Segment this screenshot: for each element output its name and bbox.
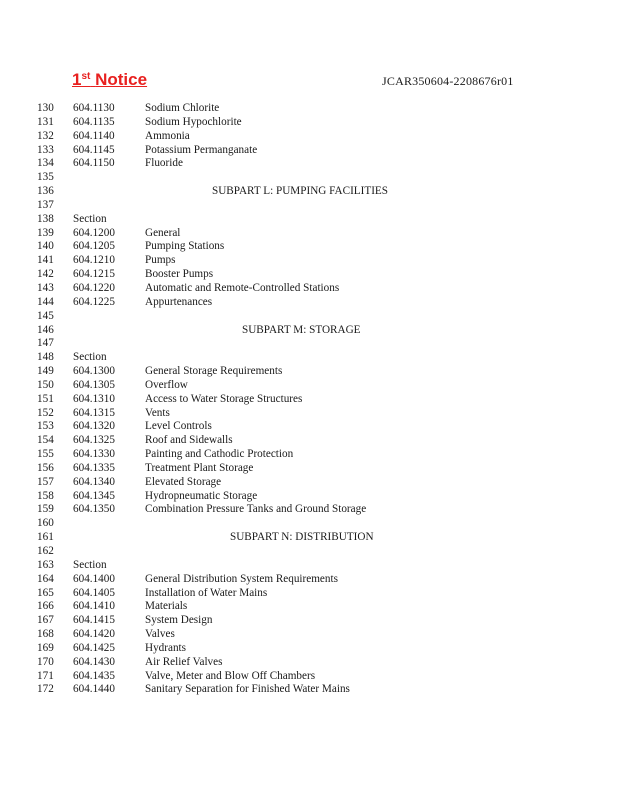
line-number: 133 — [37, 143, 54, 156]
section-number: 604.1340 — [73, 475, 115, 488]
section-title: Combination Pressure Tanks and Ground Storage — [145, 503, 367, 516]
section-number: 604.1405 — [73, 586, 115, 599]
section-column-label: Section — [73, 212, 107, 225]
section-number: 604.1440 — [73, 683, 115, 696]
section-number: 604.1415 — [73, 614, 115, 627]
section-title: Automatic and Remote-Controlled Stations — [145, 281, 340, 294]
section-number: 604.1330 — [73, 448, 115, 461]
section-number: 604.1425 — [73, 641, 115, 654]
line-number: 138 — [37, 212, 54, 225]
subpart-heading: SUBPART N: DISTRIBUTION — [230, 531, 374, 544]
line-number: 159 — [37, 503, 54, 516]
section-title: Booster Pumps — [145, 268, 214, 281]
line-number: 135 — [37, 171, 54, 184]
section-title: Vents — [145, 406, 170, 419]
document-line — [0, 351, 618, 365]
section-column-label: Section — [73, 558, 107, 571]
section-title: Access to Water Storage Structures — [145, 392, 303, 405]
document-line — [0, 171, 618, 185]
document-line — [0, 116, 618, 130]
document-line — [0, 434, 618, 448]
document-line — [0, 545, 618, 559]
section-title: Hydrants — [145, 641, 187, 654]
section-title: Valves — [145, 628, 175, 641]
line-number: 156 — [37, 461, 54, 474]
line-number: 160 — [37, 517, 54, 530]
document-line — [0, 670, 618, 684]
document-line — [0, 213, 618, 227]
line-number: 130 — [37, 102, 54, 114]
line-number: 131 — [37, 115, 54, 128]
section-number: 604.1130 — [73, 102, 115, 114]
section-number: 604.1420 — [73, 628, 115, 641]
section-number: 604.1135 — [73, 115, 115, 128]
line-number: 170 — [37, 655, 54, 668]
section-number: 604.1145 — [73, 143, 115, 156]
notice-label: 1st Notice — [72, 70, 148, 89]
document-line — [0, 476, 618, 490]
line-number: 161 — [37, 531, 54, 544]
line-number: 134 — [37, 157, 54, 170]
section-title: Ammonia — [145, 129, 190, 142]
section-title: Pumping Stations — [145, 240, 225, 253]
line-number: 154 — [37, 434, 54, 447]
line-number: 143 — [37, 281, 54, 294]
section-title: Sodium Hypochlorite — [145, 115, 242, 128]
section-number: 604.1335 — [73, 461, 115, 474]
document-line — [0, 130, 618, 144]
document-line — [0, 573, 618, 587]
line-number: 158 — [37, 489, 54, 502]
document-line — [0, 420, 618, 434]
document-line — [0, 268, 618, 282]
section-number: 604.1305 — [73, 378, 115, 391]
section-number: 604.1300 — [73, 365, 115, 378]
line-number: 151 — [37, 392, 54, 405]
document-line — [0, 614, 618, 628]
document-line — [0, 628, 618, 642]
line-number: 153 — [37, 420, 54, 433]
section-number: 604.1210 — [73, 254, 115, 267]
section-number: 604.1220 — [73, 281, 115, 294]
section-number: 604.1225 — [73, 295, 115, 308]
section-number: 604.1430 — [73, 655, 115, 668]
document-line — [0, 365, 618, 379]
line-number: 155 — [37, 448, 54, 461]
document-line — [0, 157, 618, 171]
document-line — [0, 282, 618, 296]
section-number: 604.1205 — [73, 240, 115, 253]
line-number: 141 — [37, 254, 54, 267]
line-number: 145 — [37, 309, 54, 322]
document-line — [0, 503, 618, 517]
subpart-heading-line — [0, 324, 618, 338]
document-line — [0, 559, 618, 573]
section-number: 604.1310 — [73, 392, 115, 405]
subpart-heading: SUBPART L: PUMPING FACILITIES — [212, 185, 388, 198]
line-number: 136 — [37, 185, 54, 198]
line-number: 142 — [37, 268, 54, 281]
line-number: 150 — [37, 378, 54, 391]
document-line — [0, 144, 618, 158]
section-number: 604.1435 — [73, 669, 115, 682]
section-title: Sodium Chlorite — [145, 102, 220, 114]
line-number: 147 — [37, 337, 54, 350]
section-title: Overflow — [145, 378, 188, 391]
line-number: 137 — [37, 198, 54, 211]
section-title: General — [145, 226, 181, 239]
line-number: 163 — [37, 558, 54, 571]
section-title: Materials — [145, 600, 188, 613]
line-number: 165 — [37, 586, 54, 599]
section-title: Air Relief Valves — [145, 655, 223, 668]
document-body — [0, 102, 618, 697]
section-title: Potassium Permanganate — [145, 143, 258, 156]
line-number: 140 — [37, 240, 54, 253]
document-line — [0, 517, 618, 531]
document-line — [0, 379, 618, 393]
line-number: 171 — [37, 669, 54, 682]
document-line — [0, 102, 618, 116]
document-line — [0, 199, 618, 213]
section-number: 604.1200 — [73, 226, 115, 239]
section-number: 604.1320 — [73, 420, 115, 433]
section-title: Painting and Cathodic Protection — [145, 448, 294, 461]
section-title: Roof and Sidewalls — [145, 434, 233, 447]
line-number: 168 — [37, 628, 54, 641]
line-number: 162 — [37, 545, 54, 557]
document-line — [0, 310, 618, 324]
document-line — [0, 227, 618, 241]
document-line — [0, 600, 618, 614]
section-number: 604.1325 — [73, 434, 115, 447]
section-title: Appurtenances — [145, 295, 213, 308]
document-line — [0, 393, 618, 407]
section-title: Elevated Storage — [145, 475, 222, 488]
document-line — [0, 296, 618, 310]
section-number: 604.1410 — [73, 600, 115, 613]
section-title: Hydropneumatic Storage — [145, 489, 258, 502]
section-title: Valve, Meter and Blow Off Chambers — [145, 669, 316, 682]
line-number: 146 — [37, 323, 54, 336]
document-id: JCAR350604-2208676r01 — [382, 74, 514, 88]
section-title: System Design — [145, 614, 213, 627]
line-number: 164 — [37, 572, 54, 585]
section-title: General Storage Requirements — [145, 365, 283, 378]
line-number: 167 — [37, 614, 54, 627]
document-line — [0, 642, 618, 656]
line-number: 172 — [37, 683, 54, 696]
section-title: Installation of Water Mains — [145, 586, 268, 599]
section-number: 604.1150 — [73, 157, 115, 170]
subpart-heading: SUBPART M: STORAGE — [242, 323, 361, 336]
section-number: 604.1345 — [73, 489, 115, 502]
section-number: 604.1350 — [73, 503, 115, 516]
line-number: 149 — [37, 365, 54, 378]
document-line — [0, 240, 618, 254]
subpart-heading-line — [0, 185, 618, 199]
section-number: 604.1400 — [73, 572, 115, 585]
line-number: 144 — [37, 295, 54, 308]
section-title: Treatment Plant Storage — [145, 461, 254, 474]
section-title: General Distribution System Requirements — [145, 572, 338, 585]
document-line — [0, 448, 618, 462]
document-line — [0, 490, 618, 504]
section-column-label: Section — [73, 351, 107, 364]
document-line — [0, 683, 618, 697]
line-number: 139 — [37, 226, 54, 239]
section-number: 604.1215 — [73, 268, 115, 281]
document-line — [0, 462, 618, 476]
line-number: 169 — [37, 641, 54, 654]
document-line — [0, 407, 618, 421]
section-title: Sanitary Separation for Finished Water Mains — [145, 683, 350, 696]
line-number: 148 — [37, 351, 54, 364]
line-number: 132 — [37, 129, 54, 142]
document-line — [0, 656, 618, 670]
section-number: 604.1315 — [73, 406, 115, 419]
subpart-heading-line — [0, 531, 618, 545]
line-number: 152 — [37, 406, 54, 419]
document-line — [0, 587, 618, 601]
line-number: 166 — [37, 600, 54, 613]
line-number: 157 — [37, 475, 54, 488]
section-title: Level Controls — [145, 420, 212, 433]
section-title: Fluoride — [145, 157, 183, 170]
document-line — [0, 337, 618, 351]
document-line — [0, 254, 618, 268]
section-title: Pumps — [145, 254, 176, 267]
section-number: 604.1140 — [73, 129, 115, 142]
